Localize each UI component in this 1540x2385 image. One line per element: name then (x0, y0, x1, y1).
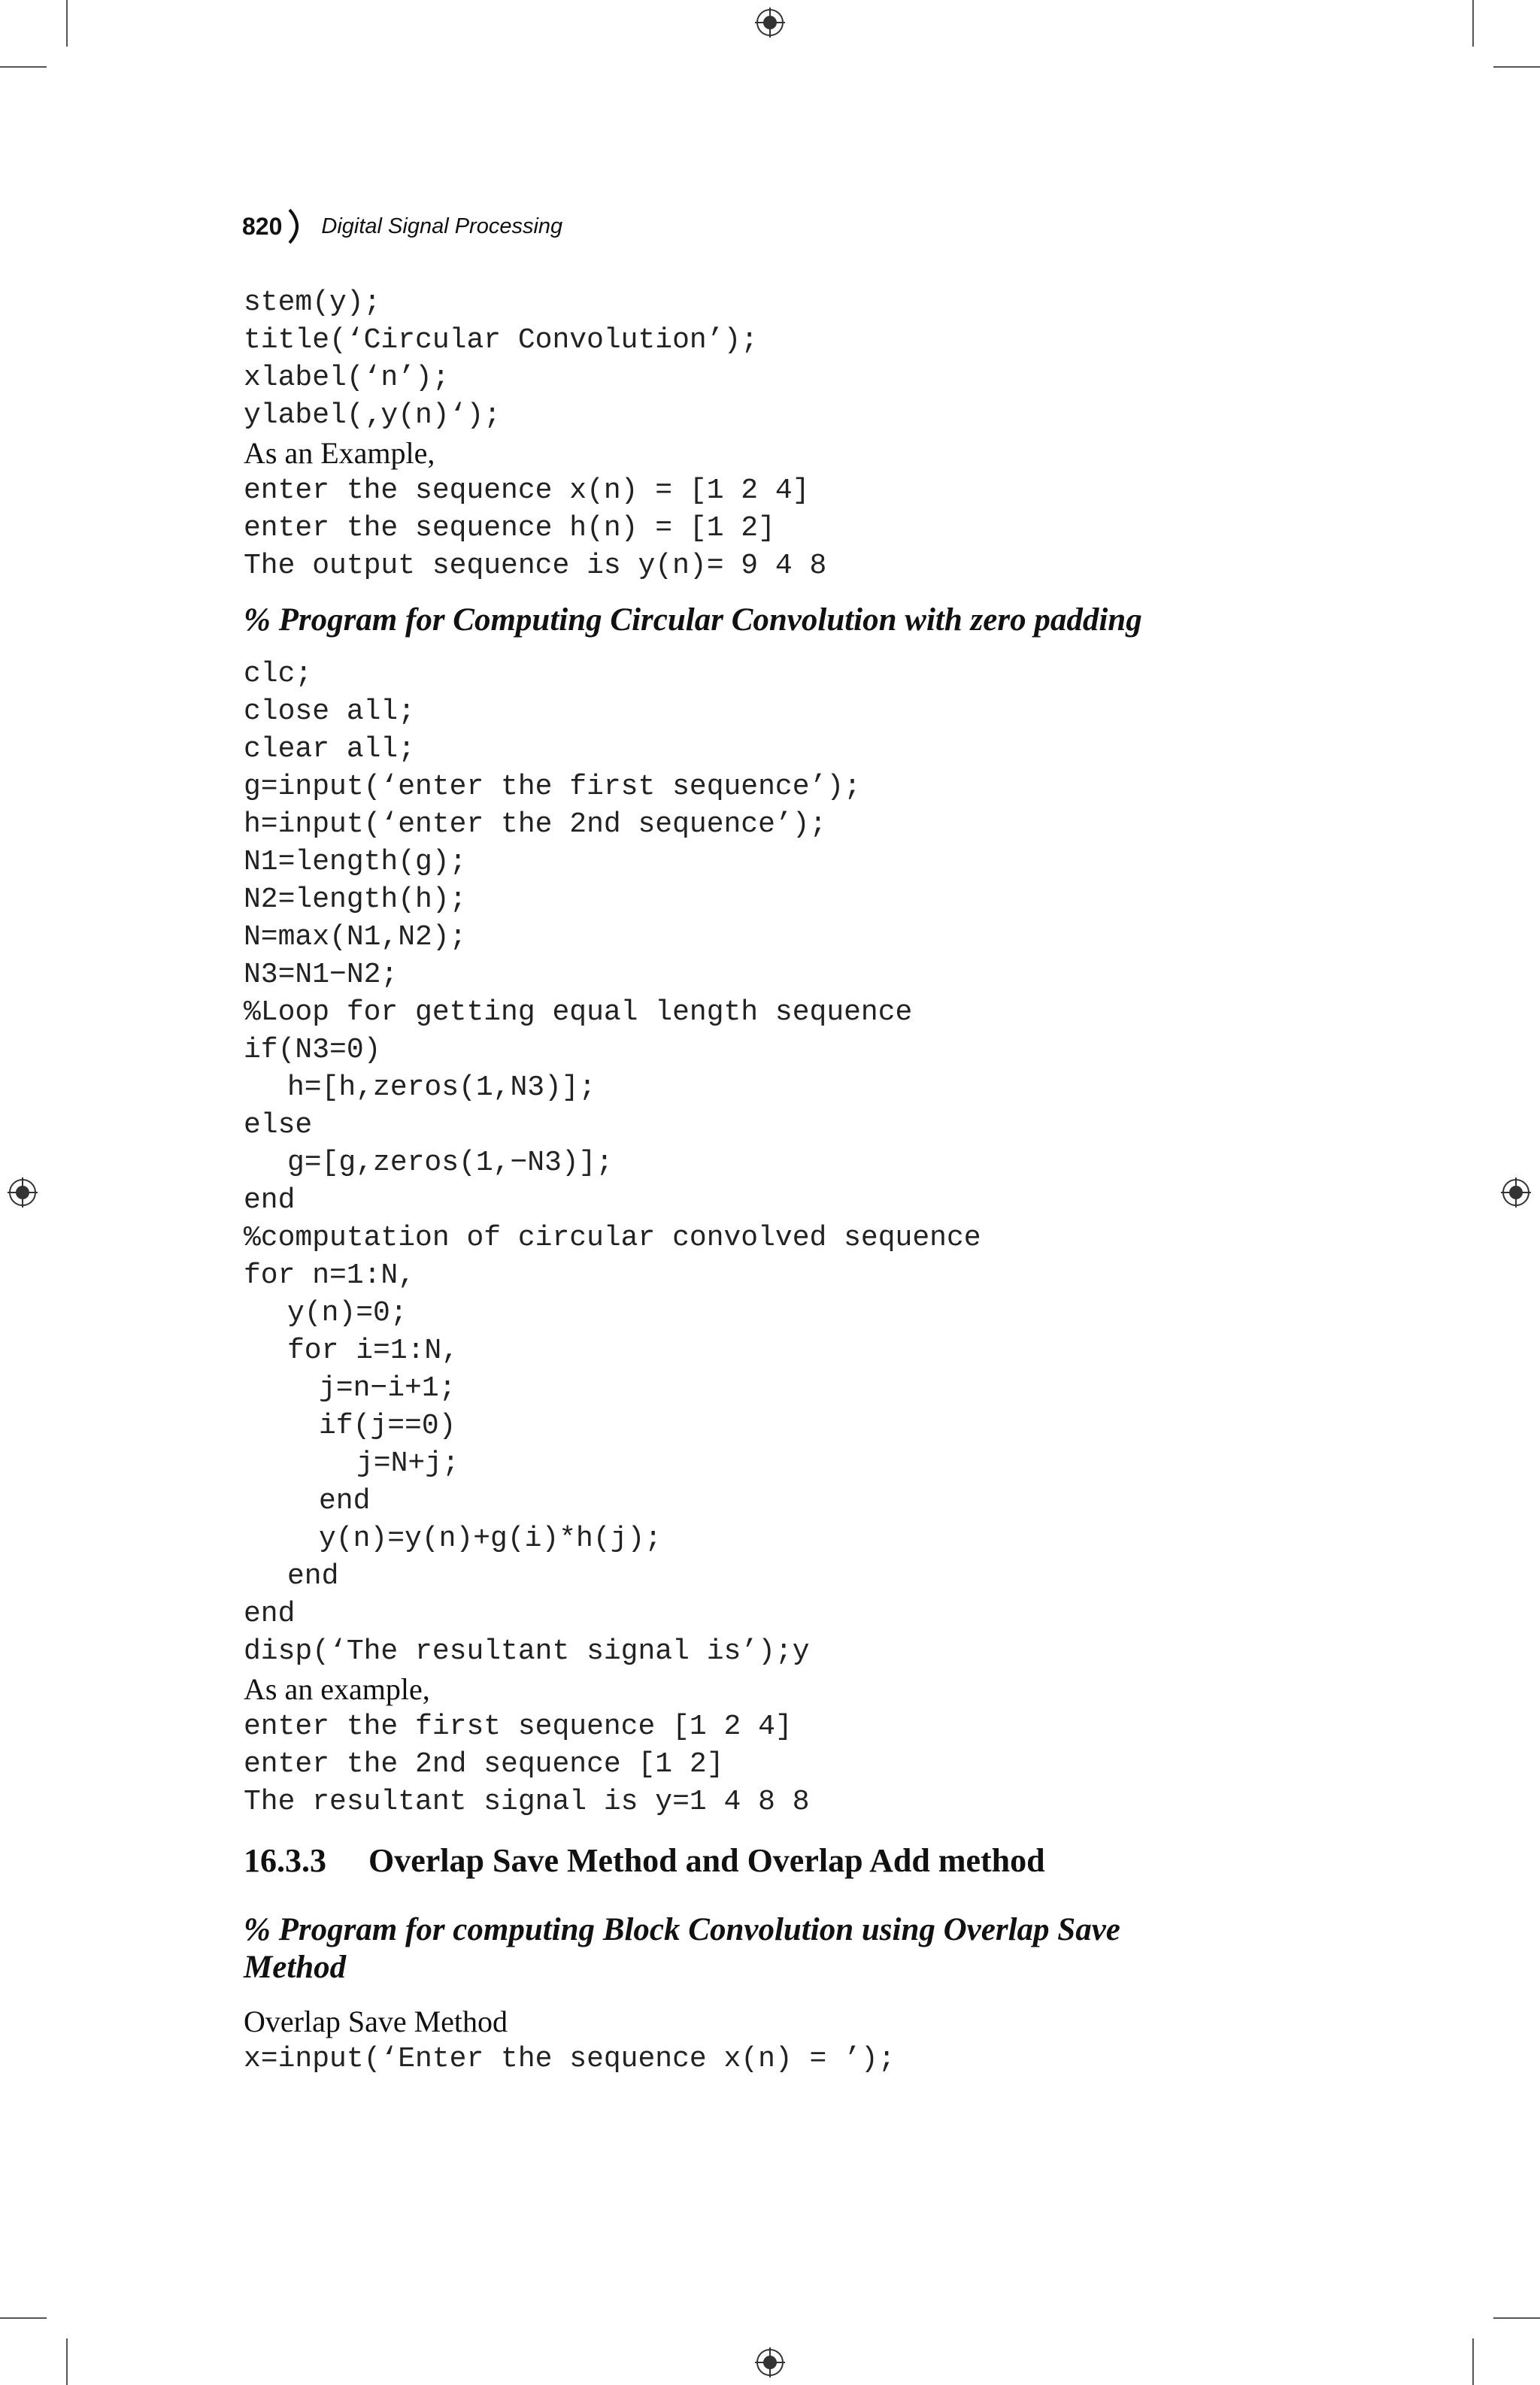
code-line: %Loop for getting equal length sequence (244, 996, 913, 1029)
code-line: end (287, 1560, 339, 1593)
code-listing-overlap-save (244, 2003, 1311, 2078)
program-heading-line: % Program for computing Block Convolution using Overlap Save (244, 1912, 1120, 1947)
code-line: h=[h,zeros(1,N3)]; (287, 1071, 596, 1104)
code-listing-circular-convolution (244, 284, 1311, 585)
code-line: ylabel(‚y(n)‘); (244, 399, 502, 432)
crop-mark (1493, 2317, 1540, 2319)
program-heading: % Program for Computing Circular Convolution with zero padding (244, 602, 1142, 638)
registration-mark-icon (755, 2347, 785, 2377)
code-line: N=max(N1,N2); (244, 921, 467, 953)
registration-mark-icon (8, 1177, 38, 1208)
code-line: g=input(‘enter the first sequence’); (244, 771, 861, 803)
page-number: 820 (242, 212, 283, 240)
code-line: title(‘Circular Convolution’); (244, 324, 759, 356)
code-line: else (244, 1109, 313, 1141)
code-line: y(n)=y(n)+g(i)*h(j); (319, 1523, 662, 1555)
code-line: N2=length(h); (244, 883, 467, 916)
code-line: end (319, 1485, 371, 1517)
code-line: The output sequence is y(n)= 9 4 8 (244, 550, 827, 582)
code-line: j=n−i+1; (319, 1372, 456, 1405)
code-listing-zero-padding (244, 656, 1311, 1821)
code-line: if(N3=0) (244, 1034, 381, 1066)
text-line: As an example, (244, 1672, 430, 1706)
running-header (242, 206, 562, 247)
registration-mark-icon (1501, 1177, 1531, 1208)
crop-mark (66, 2338, 68, 2385)
code-line: end (244, 1184, 296, 1217)
crop-mark (1472, 0, 1474, 47)
crop-mark (1493, 66, 1540, 68)
code-line: enter the sequence h(n) = [1 2] (244, 512, 775, 544)
code-line: for n=1:N, (244, 1259, 416, 1292)
code-line: g=[g,zeros(1,−N3)]; (287, 1147, 614, 1179)
section-heading (244, 1842, 1311, 1880)
code-line: if(j==0) (319, 1410, 456, 1442)
program-heading-line: Method (244, 1950, 347, 1985)
code-line: enter the 2nd sequence [1 2] (244, 1748, 724, 1780)
page-body (244, 284, 1311, 2078)
code-line: N1=length(g); (244, 846, 467, 878)
code-line: %computation of circular convolved sequence (244, 1222, 981, 1254)
header-bracket-icon (286, 208, 305, 244)
code-line: for i=1:N, (287, 1335, 459, 1367)
code-line: disp(‘The resultant signal is’);y (244, 1635, 810, 1668)
code-line: enter the sequence x(n) = [1 2 4] (244, 474, 810, 507)
code-line: end (244, 1598, 296, 1630)
code-line: clc; (244, 658, 313, 690)
crop-mark (0, 2317, 47, 2319)
code-line: enter the first sequence [1 2 4] (244, 1711, 793, 1743)
registration-mark-icon (755, 8, 785, 38)
code-line: j=N+j; (356, 1447, 459, 1480)
code-line: clear all; (244, 733, 416, 765)
text-line: As an Example, (244, 436, 435, 470)
code-line: close all; (244, 695, 416, 728)
code-line: The resultant signal is y=1 4 8 8 (244, 1786, 810, 1818)
section-title: Overlap Save Method and Overlap Add method (368, 1842, 1045, 1879)
crop-mark (0, 66, 47, 68)
code-line: stem(y); (244, 286, 381, 319)
crop-mark (66, 0, 68, 47)
code-line: h=input(‘enter the 2nd sequence’); (244, 808, 827, 841)
text-line: Overlap Save Method (244, 2005, 508, 2038)
program-heading (244, 1911, 1311, 1986)
code-line: y(n)=0; (287, 1297, 408, 1329)
crop-mark (1472, 2338, 1474, 2385)
code-line: N3=N1−N2; (244, 959, 399, 991)
code-line: x=input(‘Enter the sequence x(n) = ’); (244, 2043, 896, 2075)
section-number: 16.3.3 (244, 1842, 326, 1879)
running-head-title: Digital Signal Processing (321, 214, 563, 238)
code-line: xlabel(‘n’); (244, 362, 450, 394)
